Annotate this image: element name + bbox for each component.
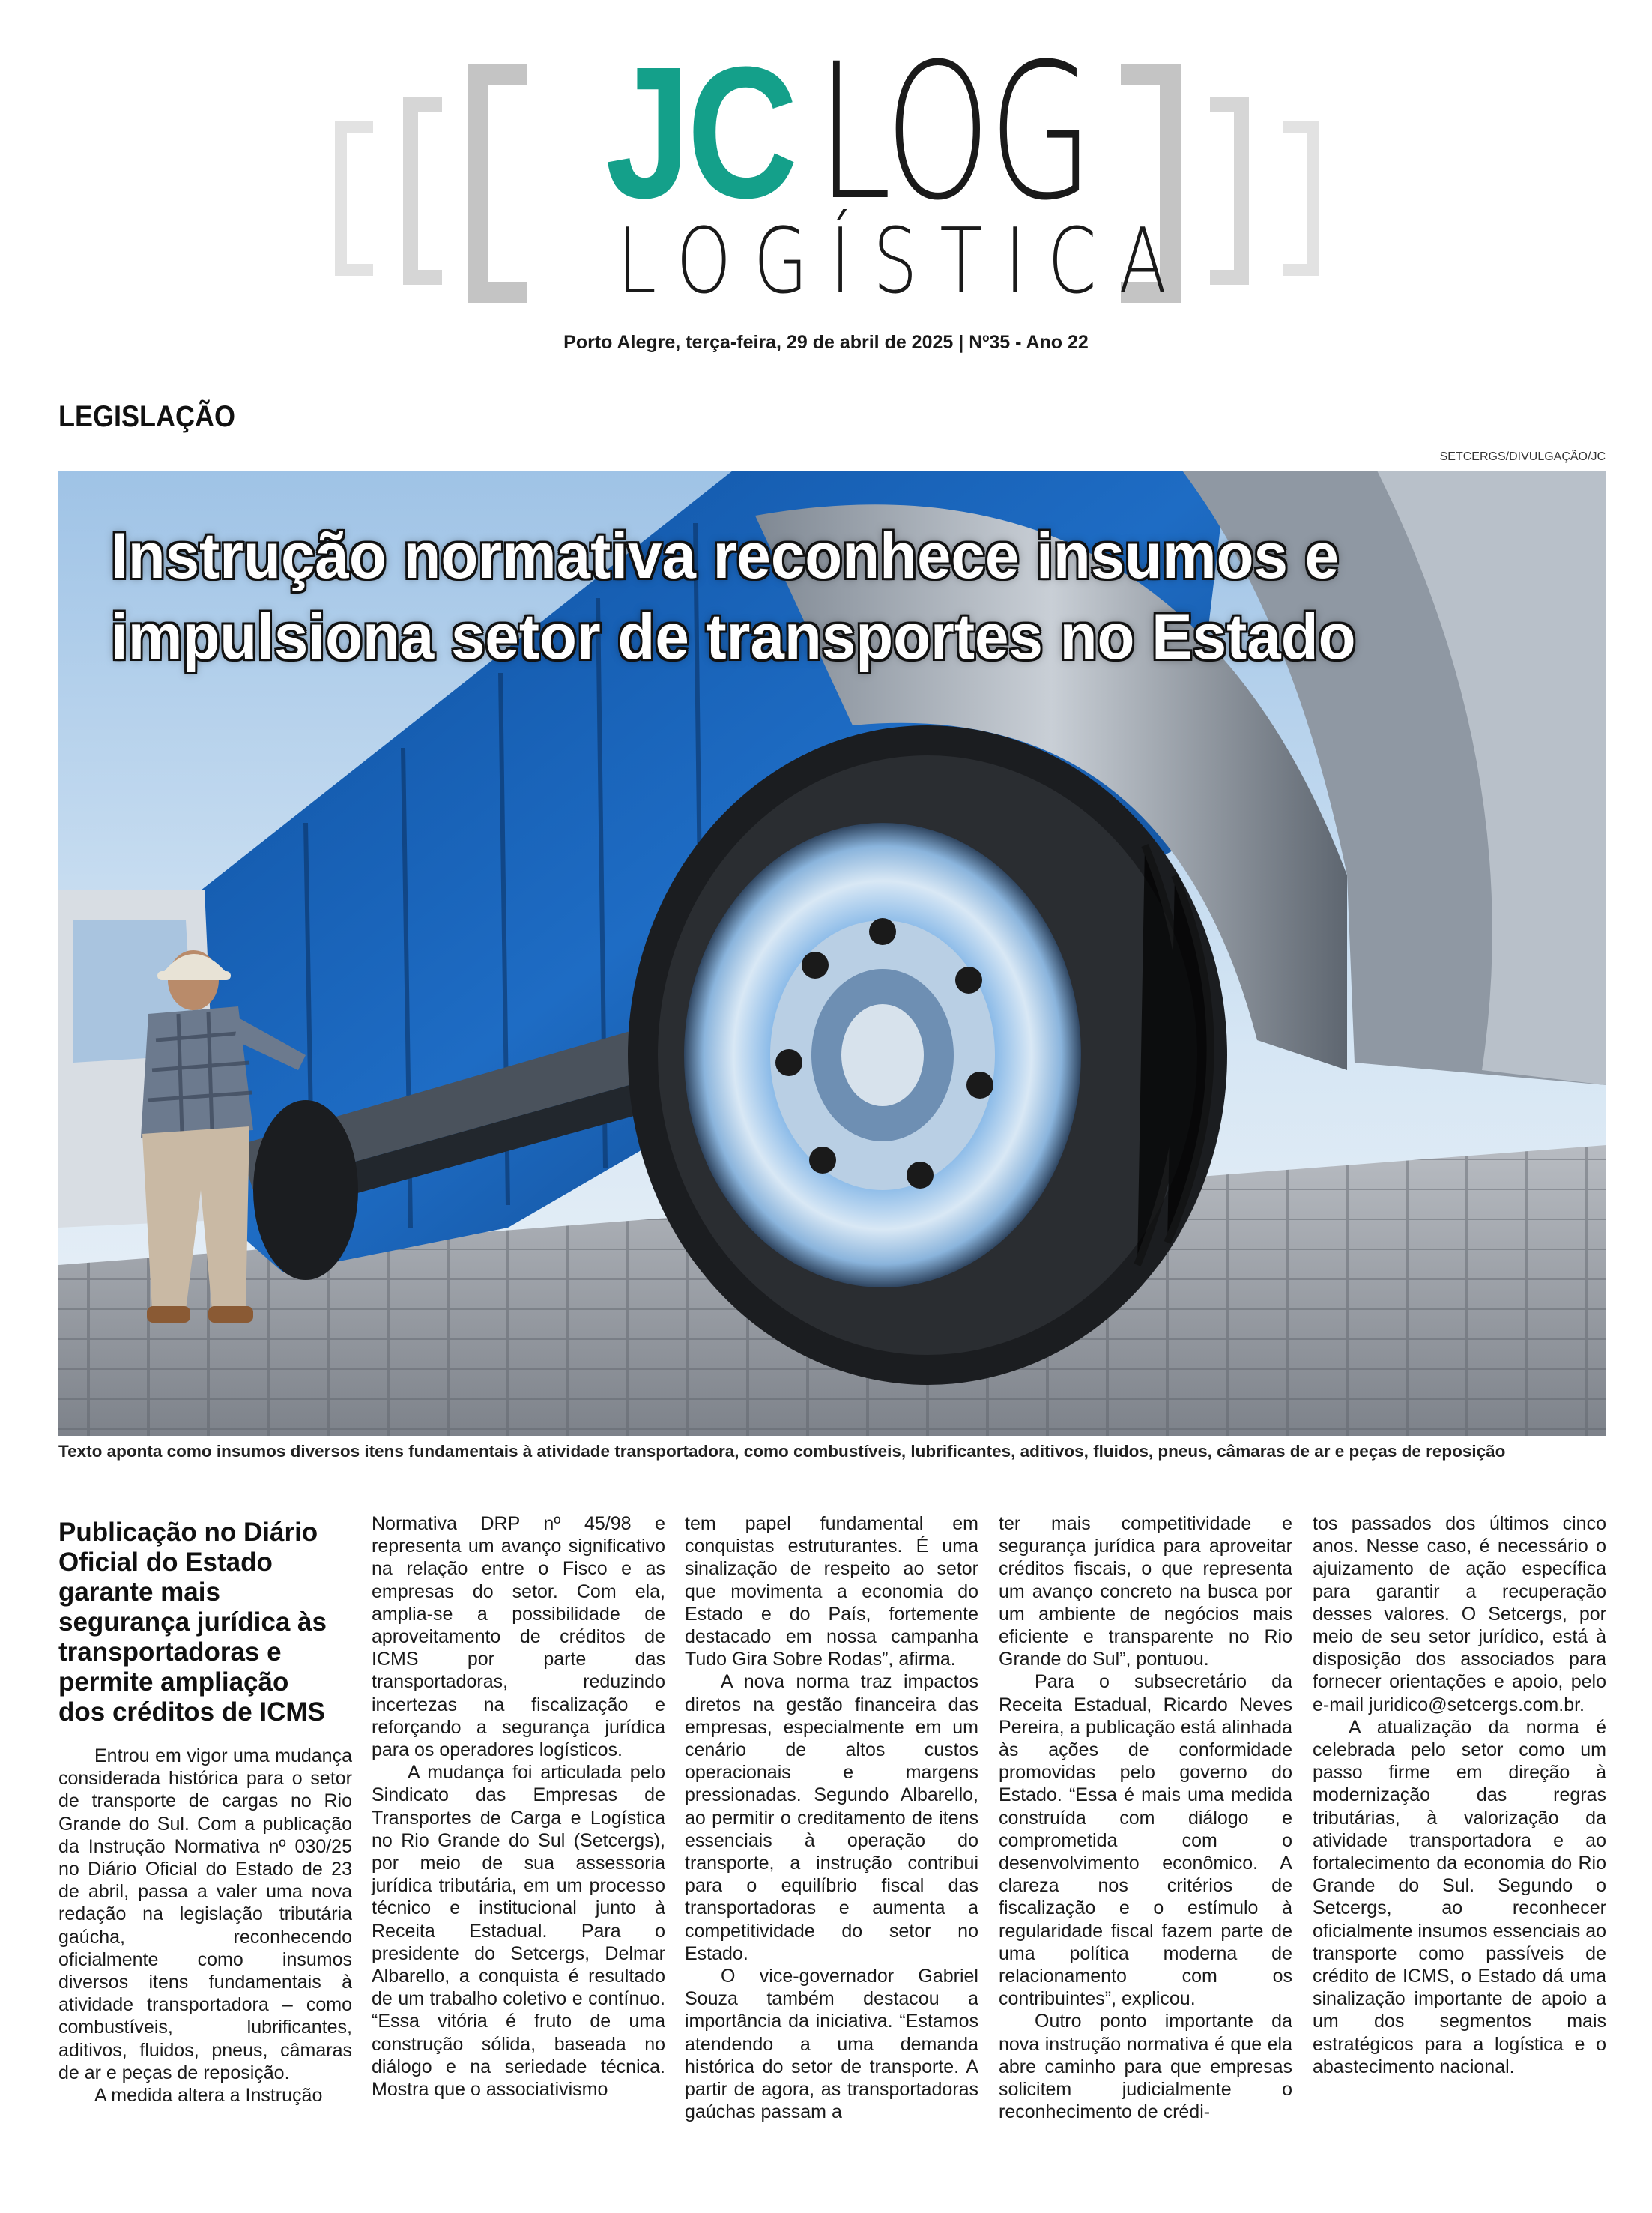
article-subhead: Publicação no Diário Oficial do Estado garante mais segurança jurídica às transportadoras e permite ampliação dos créditos de ICMS [58,1518,327,1727]
dateline: Porto Alegre, terça-feira, 29 de abril de 2025 | Nº35 - Ano 22 [563,332,1089,353]
paragraph: Outro ponto importante da nova instrução normativa é que ela abre caminho para que empresas solicitem judicialmente o reconhecimento de crédi- [999,2011,1292,2123]
brand-jc: JC [605,28,795,237]
paragraph: A nova norma traz impactos diretos na gestão financeira das empresas, especialmente em um cenário de altos custos operacionais e margens pressionadas. Segundo Albarello, ao permitir o creditamento de itens essenciais à operação do transporte, a instrução contribui para o equilíbrio fiscal das transportadoras e aumenta a competitividade do setor no Estado. [685,1671,978,1964]
paragraph: tem papel fundamental em conquistas estruturantes. É uma sinalização de respeito ao setor que movimenta a economia do Estado e do País, fortemente destacado em nossa campanha Tudo Gira Sobre Rodas”, afirma. [685,1513,978,1670]
paragraph: A atualização da norma é celebrada pelo setor como um passo firme em direção à modernização das regras tributárias, à valorização da atividade transportadora e ao fortalecimento da economia do Rio Grande do Sul. Segundo o Setcergs, ao reconhecer oficialmente insumos essenciais ao transporte como passíveis de crédito de ICMS, o Estado dá uma sinalização importante de apoio a um dos segmentos mais estratégicos para a logística e o abastecimento nacional. [1313,1716,1606,2077]
paragraph: O vice-governador Gabriel Souza também destacou a importância da iniciativa. “Estamos atendendo a uma demanda histórica do setor de transporte. A partir de agora, as transportadoras gaúchas passam a [685,1966,978,2123]
paragraph: Normativa DRP nº 45/98 e representa um avanço significativo na relação entre o Fisco e as empresas do setor. Com ela, amplia-se a possibilidade de aproveitamento de créditos de ICMS por parte das transportadoras, reduzindo incertezas na fiscalização e reforçando a segurança jurídica para os operadores logísticos. [372,1513,665,1761]
paragraph: Para o subsecretário da Receita Estadual, Ricardo Neves Pereira, a publicação está alinhada às ações de conformidade promovidas pelo governo do Estado. “Essa é mais uma medida construída com diálogo e comprometida com o desenvolvimento econômico. A clareza nos critérios de fiscalização e o estímulo à regularidade fiscal fazem parte de uma política moderna de relacionamento com os contribuintes”, explicou. [999,1671,1292,2010]
paragraph: A mudança foi articulada pelo Sindicato das Empresas de Transportes de Carga e Logística no Rio Grande do Sul (Setcergs), por meio de sua assessoria jurídica tributária, em um processo técnico e institucional junto à Receita Estadual. Para o presidente do Setcergs, Delmar Albarello, a conquista é resultado de um trabalho coletivo e contínuo. “Essa vitória é fruto de uma construção sólida, baseada no diálogo e na seriedade técnica. Mostra que o associativismo [372,1762,665,2101]
article-column-3 [685,1512,978,2123]
masthead [0,0,1652,375]
paragraph: Entrou em vigor uma mudança considerada histórica para o setor de transporte de cargas no Rio Grande do Sul. Com a publicação da Instrução Normativa nº 030/25 no Diário Oficial do Estado de 23 de abril, passa a valer uma nova redação na legislação tributária gaúcha, reconhecendo oficialmente como insumos diversos itens fundamentais à atividade transportadora – como combustíveis, lubrificantes, aditivos, fluidos, pneus, câmaras de ar e peças de reposição. [58,1745,352,2083]
article-column-5 [1313,1512,1606,2078]
section-label: LEGISLAÇÃO [58,400,236,433]
hero-photo [58,471,1606,1436]
photo-caption: Texto aponta como insumos diversos itens fundamentais à atividade transportadora, como combustíveis, lubrificantes, aditivos, fluidos, pneus, câmaras de ar e peças de reposição [58,1442,1506,1461]
paragraph: ter mais competitividade e segurança jurídica para aproveitar créditos fiscais, o que representa um avanço concreto na busca por um ambiente de negócios mais eficiente e transparente no Rio Grande do Sul”, pontuou. [999,1513,1292,1670]
brand-logistica: LOGÍSTICA [617,210,1189,314]
article-column-4 [999,1512,1292,2123]
left-brackets-decoration [322,52,607,307]
paragraph: A medida altera a Instrução [94,2085,323,2107]
brand-log: LOG [817,23,1092,241]
article-column-1 [58,1745,352,2107]
photo-credit: SETCERGS/DIVULGAÇÃO/JC [1439,450,1606,463]
article-column-2 [372,1512,665,2101]
headline: Instrução normativa reconhece insumos e impulsiona setor de transportes no Estado [111,520,1356,673]
paragraph: tos passados dos últimos cinco anos. Nesse caso, é necessário o ajuizamento de ação específica para garantir a recuperação desses valores. O Setcergs, por meio de seu setor jurídico, está à disposição dos associados para fornecer orientações e apoio, pelo e-mail juridico@setcergs.com.br. [1313,1513,1606,1715]
